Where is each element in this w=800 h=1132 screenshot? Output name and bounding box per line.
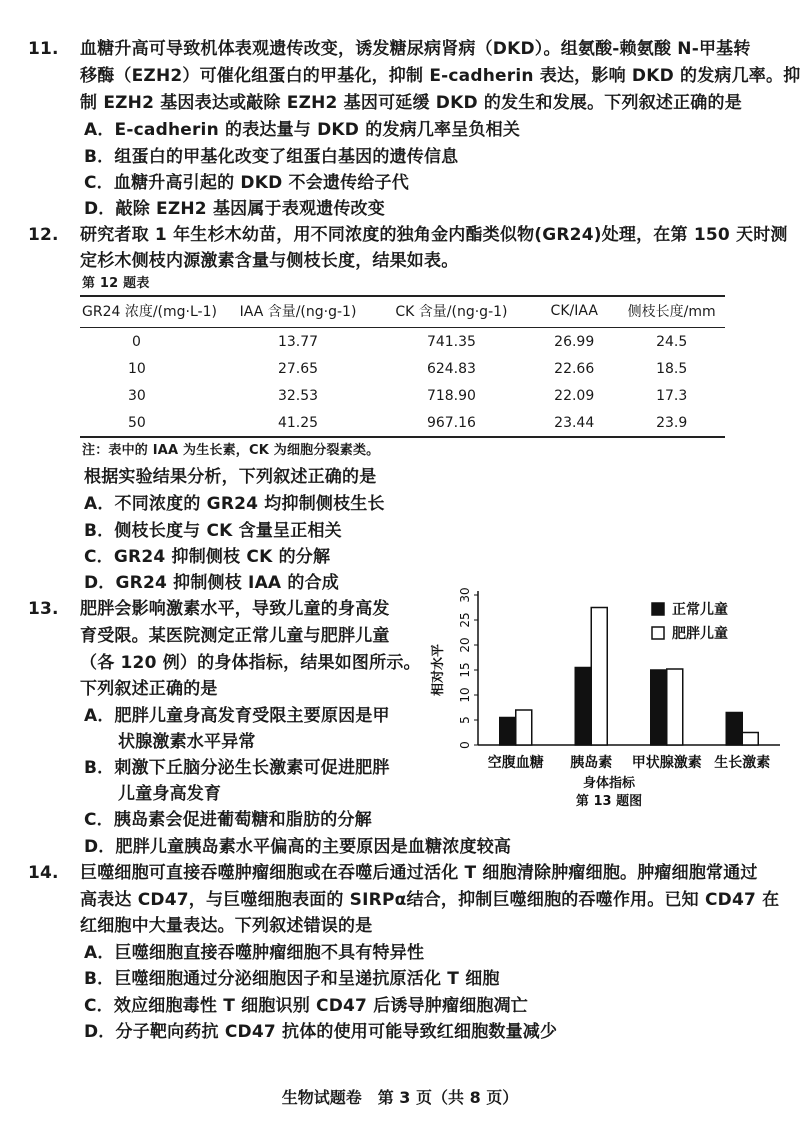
x-tick-label: 甲状腺激素 — [631, 755, 702, 771]
table-header-row — [80, 296, 725, 328]
table-cell: 24.5 — [656, 333, 688, 350]
y-tick-label: 0 — [458, 741, 472, 749]
table-cell: 30 — [128, 387, 146, 404]
table-cell: 22.66 — [554, 360, 595, 377]
q14-text-line: 巨噬细胞可直接吞噬肿瘤细胞或在吞噬后通过活化 T 细胞清除肿瘤细胞。肿瘤细胞常通过 — [80, 863, 758, 883]
q12-stem: 根据实验结果分析，下列叙述正确的是 — [84, 467, 377, 487]
q12-text-line: 定杉木侧枝内源激素含量与侧枝长度，结果如表。 — [80, 251, 459, 271]
table-row — [80, 355, 725, 382]
table-cell: 741.35 — [426, 333, 476, 350]
table-cell: 23.44 — [530, 409, 618, 437]
q13-bar-chart — [428, 585, 800, 835]
q13-text-line: 下列叙述正确的是 — [80, 679, 218, 699]
bar-normal — [726, 713, 742, 746]
q12-data-table — [80, 295, 725, 438]
q14-option-c: C．效应细胞毒性 T 细胞识别 CD47 后诱导肿瘤细胞凋亡 — [84, 996, 528, 1016]
chart-title: 第 13 题图 — [575, 794, 643, 809]
q11-text-line: 移酶（EZH2）可催化组蛋白的甲基化，抑制 E-cadherin 表达，影响 DKD 的发病几率。抑 — [80, 66, 800, 86]
table-cell: 18.5 — [656, 360, 688, 377]
y-tick-label: 20 — [458, 637, 472, 653]
q11-text-line: 制 EZH2 基因表达或敲除 EZH2 基因可延缓 DKD 的发生和发展。下列叙述正确的是 — [80, 93, 742, 113]
bar-obese — [667, 669, 683, 745]
table-cell: 13.77 — [277, 333, 319, 350]
q11-number: 11. — [28, 39, 59, 59]
q11-option-c: C．血糖升高引起的 DKD 不会遗传给子代 — [84, 173, 409, 193]
table-cell: 967.16 — [373, 409, 530, 437]
x-tick-label: 胰岛素 — [570, 755, 613, 771]
q13-text-line: （各 120 例）的身体指标，结果如图所示。 — [80, 653, 421, 673]
table-row — [80, 409, 725, 437]
table-cell: 23.9 — [618, 409, 725, 437]
q11-text-line: 血糖升高可导致机体表观遗传改变，诱发糖尿病肾病（DKD）。组氨酸-赖氨酸 N-甲基转 — [80, 39, 751, 59]
q13-option-b: B．刺激下丘脑分泌生长激素可促进肥胖 — [84, 758, 390, 778]
q13-option-d: D．肥胖儿童胰岛素水平偏高的主要原因是血糖浓度较高 — [84, 837, 512, 857]
x-tick-label: 生长激素 — [714, 755, 771, 771]
table-header-cell: CK 含量/(ng·g-1) — [373, 296, 530, 328]
bar-obese — [516, 710, 532, 745]
y-axis-label: 相对水平 — [431, 643, 446, 697]
table-header-cell: GR24 浓度/(mg·L-1) — [80, 296, 223, 328]
q12-option-b: B．侧枝长度与 CK 含量呈正相关 — [84, 521, 342, 541]
q14-option-a: A．巨噬细胞直接吞噬肿瘤细胞不具有特异性 — [84, 943, 425, 963]
table-cell: 27.65 — [277, 360, 319, 377]
bar-obese — [742, 733, 758, 746]
bar-obese — [591, 608, 607, 746]
q13-option-b-cont: 儿童身高发育 — [118, 784, 222, 804]
q14-text-line: 红细胞中大量表达。下列叙述错误的是 — [80, 916, 373, 936]
table-header-cell: IAA 含量/(ng·g-1) — [223, 296, 372, 328]
bar-normal — [651, 670, 667, 745]
y-tick-label: 5 — [458, 716, 472, 724]
q14-text-line: 高表达 CD47，与巨噬细胞表面的 SIRPα结合，抑制巨噬细胞的吞噬作用。已知 CD47 在 — [80, 890, 780, 910]
q13-option-a: A．肥胖儿童身高发育受限主要原因是甲 — [84, 706, 390, 726]
table-cell: 17.3 — [656, 387, 688, 404]
q11-option-b: B．组蛋白的甲基化改变了组蛋白基因的遗传信息 — [84, 147, 459, 167]
q11-option-a: A．E-cadherin 的表达量与 DKD 的发病几率呈负相关 — [84, 120, 521, 140]
table-cell: 41.25 — [223, 409, 372, 437]
q13-number: 13. — [28, 599, 59, 619]
table-cell: 32.53 — [277, 387, 319, 404]
q14-option-d: D．分子靶向药抗 CD47 抗体的使用可能导致红细胞数量减少 — [84, 1022, 558, 1042]
x-tick-label: 空腹血糖 — [487, 755, 544, 771]
y-tick-label: 10 — [458, 687, 472, 703]
legend-label: 肥胖儿童 — [672, 626, 728, 642]
y-tick-label: 15 — [458, 662, 472, 678]
table-row — [80, 382, 725, 409]
y-tick-label: 25 — [458, 612, 472, 628]
table-cell: 624.83 — [426, 360, 476, 377]
q11-option-d: D．敲除 EZH2 基因属于表观遗传改变 — [84, 199, 385, 219]
q13-text-line: 育受限。某医院测定正常儿童与肥胖儿童 — [80, 626, 390, 646]
table-cell: 718.90 — [426, 387, 476, 404]
q12-text-line: 研究者取 1 年生杉木幼苗，用不同浓度的独角金内酯类似物(GR24)处理，在第 150 天时测 — [80, 225, 788, 245]
q13-option-c: C．胰岛素会促进葡萄糖和脂肪的分解 — [84, 810, 372, 830]
q13-text-line: 肥胖会影响激素水平，导致儿童的身高发 — [80, 599, 390, 619]
legend-swatch — [652, 627, 664, 639]
page-footer: 生物试题卷 第 3 页（共 8 页） — [281, 1088, 519, 1107]
q14-option-b: B．巨噬细胞通过分泌细胞因子和呈递抗原活化 T 细胞 — [84, 969, 500, 989]
q14-number: 14. — [28, 863, 59, 883]
y-tick-label: 30 — [458, 587, 472, 603]
legend-swatch — [652, 603, 664, 615]
q12-option-a: A．不同浓度的 GR24 均抑制侧枝生长 — [84, 494, 385, 514]
table-cell: 0 — [132, 333, 141, 350]
q13-option-a-cont: 状腺激素水平异常 — [118, 732, 256, 752]
table-cell: 50 — [80, 409, 223, 437]
legend-label: 正常儿童 — [672, 602, 728, 618]
table-header-cell: 侧枝长度/mm — [618, 296, 725, 328]
table-cell: 22.09 — [554, 387, 595, 404]
bar-normal — [500, 718, 516, 746]
x-axis-label: 身体指标 — [582, 776, 636, 791]
bar-normal — [575, 668, 591, 746]
table-header-cell: CK/IAA — [530, 296, 618, 328]
table-cell: 26.99 — [554, 333, 595, 350]
q12-number: 12. — [28, 225, 59, 245]
q12-table-note: 注：表中的 IAA 为生长素，CK 为细胞分裂素类。 — [82, 443, 380, 458]
q12-option-d: D．GR24 抑制侧枝 IAA 的合成 — [84, 573, 340, 593]
table-row — [80, 328, 725, 356]
table-cell: 10 — [128, 360, 146, 377]
q12-table-caption: 第 12 题表 — [82, 276, 150, 291]
q12-option-c: C．GR24 抑制侧枝 CK 的分解 — [84, 547, 331, 567]
